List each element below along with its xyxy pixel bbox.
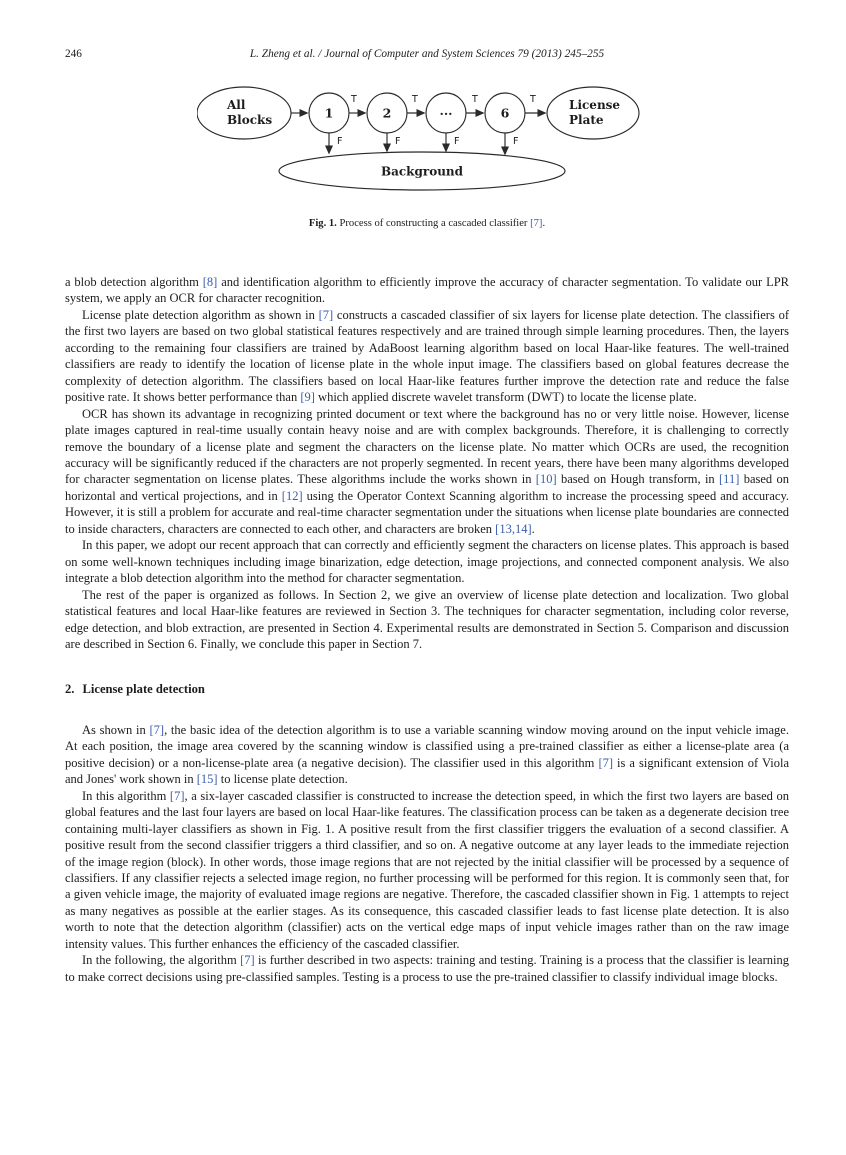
citation-ref[interactable]: [7] xyxy=(318,307,334,322)
citation-ref[interactable]: [7] xyxy=(530,218,543,229)
page-header xyxy=(65,47,789,62)
edge-label-false: F xyxy=(337,136,343,147)
text-segment: Fig. 1. xyxy=(308,218,337,229)
citation-ref[interactable]: [15] xyxy=(196,772,218,787)
paragraph: a blob detection algorithm [8] and identification algorithm to efficiently improve the accuracy of character segmentation. To validate our LPR system, we apply an OCR for character recognition. xyxy=(65,275,789,306)
paragraph: License plate detection algorithm as shown in [7] constructs a cascaded classifier of six layers for license plate detection. The classifiers of the first two layers are based on two global statistical features respectively and are trained through simple learning procedures. Then, the layers according to the remaining four classifiers are trained by AdaBoost learning algorithm based on local Haar-like features. The well-trained classifiers are ready to identify the location of license plate in the whole input image. The classifiers based on global features decrease the complexity of detection algorithm. The classifiers based on local Haar-like features further improve the detection rate and reduce the false positive rate. It shows better performance than [9] which applied discrete wavelet transform (DWT) to locate the license plate. xyxy=(65,307,789,405)
citation-ref[interactable]: [7] xyxy=(240,953,255,968)
citation-ref[interactable]: [13,14] xyxy=(495,521,532,536)
page-number: 246 xyxy=(65,48,82,60)
citation-ref[interactable]: [11] xyxy=(719,472,740,487)
edge-label-true: T xyxy=(530,94,536,105)
edge-label-true: T xyxy=(412,94,418,105)
figure-1 xyxy=(65,83,789,229)
edge-label-true: T xyxy=(472,94,478,105)
paragraph: In the following, the algorithm [7] is further described in two aspects: training and testing. Training is a process that the classifier is learning to make correct decisions using pre-classified samples. Testing is a process to use the pre-trained classifier to classify individual image blocks. xyxy=(65,953,789,984)
node-all-blocks-label: All Blocks xyxy=(227,98,273,127)
cascade-classifier-diagram xyxy=(197,83,657,201)
node-stage-1-label: 1 xyxy=(324,105,334,121)
paragraph: OCR has shown its advantage in recognizing printed document or text where the background has no or very little noise. However, license plate images captured in real-time usually contain heavy noise and are with complex backgrounds. Therefore, it is challenging to correctly remove the boundary of a license plate and segment the characters on the license plate. No matter which OCRs are used, the recognition accuracy will be significantly reduced if the characters are not properly segmented. In recent years, there have been many algorithms developed for character segmentation on license plates. These algorithms include the works shown in [10] based on Hough transform, in [11] based on horizontal and vertical projections, and in [12] using the Operator Context Scanning algorithm to increase the processing speed and accuracy. However, it is still a problem for accurate and real-time character segmentation under the situations when license plate boundaries are connected to inside characters, characters are connected to each other, and characters are broken [13,14]. xyxy=(65,406,790,536)
node-background-label: Background xyxy=(380,164,464,179)
figure-caption: Fig. 1. Process of constructing a cascaded classifier [7]. xyxy=(308,218,546,229)
citation-ref[interactable]: [12] xyxy=(281,488,303,503)
citation-ref[interactable]: [7] xyxy=(149,722,165,737)
article-body xyxy=(65,274,789,985)
paragraph: In this paper, we adopt our recent approach that can correctly and efficiently segment the characters on license plates. This approach is based on some well-known techniques including image binarization, edge detection, image projections, and connected component analysis. We also integrate a blob detection algorithm into the method for character segmentation. xyxy=(65,538,789,586)
edge-label-false: F xyxy=(395,136,401,147)
node-stage-2-label: 2 xyxy=(382,105,392,121)
edge-label-false: F xyxy=(513,136,519,147)
node-license-plate-label: License Plate xyxy=(569,98,621,127)
node-stage-dots-label: ... xyxy=(439,103,453,118)
citation-ref[interactable]: [9] xyxy=(300,390,315,405)
edge-label-false: F xyxy=(454,136,460,147)
edge-label-true: T xyxy=(351,94,357,105)
citation-ref[interactable]: [7] xyxy=(598,755,614,770)
citation-ref[interactable]: [7] xyxy=(169,788,185,803)
paragraph: In this algorithm [7], a six-layer cascaded classifier is constructed to increase the detection speed, in which the first two layers are based on global features and the last four layers are based on local Haar-like features. The classification process can be taken as a degenerate decision tree containing multi-layer classifiers as shown in Fig. 1. A positive result from the first classifier triggers the evaluation of a second classifier. A positive result from the second classifier triggers a third classifier, and so on. A negative outcome at any layer leads to the immediate rejection of the image region (block). In other words, those image regions that are not rejected by the initial classifier will be processed by a sequence of classifiers. If any classifier rejects a selected image region, no further processing will be performed for this region. It is commonly seen that, for a given vehicle image, the majority of evaluated image regions are negative. Therefore, the cascaded classifier shown in Fig. 1 attempts to reject as many negatives as possible at the earlier stages. As its consequence, this cascaded classifier leads to fast license plate detection. It is also worth to note that the detection algorithm (classifier) acts on the vertical edge maps of input vehicle images rather than on the raw image intensity values. This further enhances the efficiency of the cascaded classifier. xyxy=(65,788,790,951)
section-heading xyxy=(65,681,789,697)
section-number: 2. xyxy=(65,682,75,697)
running-head: L. Zheng et al. / Journal of Computer and System Sciences 79 (2013) 245–255 xyxy=(249,48,605,60)
node-stage-6-label: 6 xyxy=(500,105,510,121)
citation-ref[interactable]: [10] xyxy=(535,472,557,487)
section-title: License plate detection xyxy=(82,682,205,697)
paragraph: The rest of the paper is organized as follows. In Section 2, we give an overview of license plate detection and localization. Two global statistical features and local Haar-like features are reviewed in Section 3. The techniques for character segmentation, including color reverse, edge detection, and blob extraction, are presented in Section 4. Experimental results are demonstrated in Section 5. Comparison and discussion are described in Section 6. Finally, we conclude this paper in Section 7. xyxy=(65,587,789,651)
paragraph: As shown in [7], the basic idea of the detection algorithm is to use a variable scanning window moving around on the input vehicle image. At each position, the image area covered by the scanning window is classified using a pre-trained classifier as either a license-plate area (a positive decision) or a non-license-plate area (a negative decision). The classifier used in this algorithm [7] is a significant extension of Viola and Jones' work shown in [15] to license plate detection. xyxy=(65,722,790,787)
citation-ref[interactable]: [8] xyxy=(202,275,218,289)
